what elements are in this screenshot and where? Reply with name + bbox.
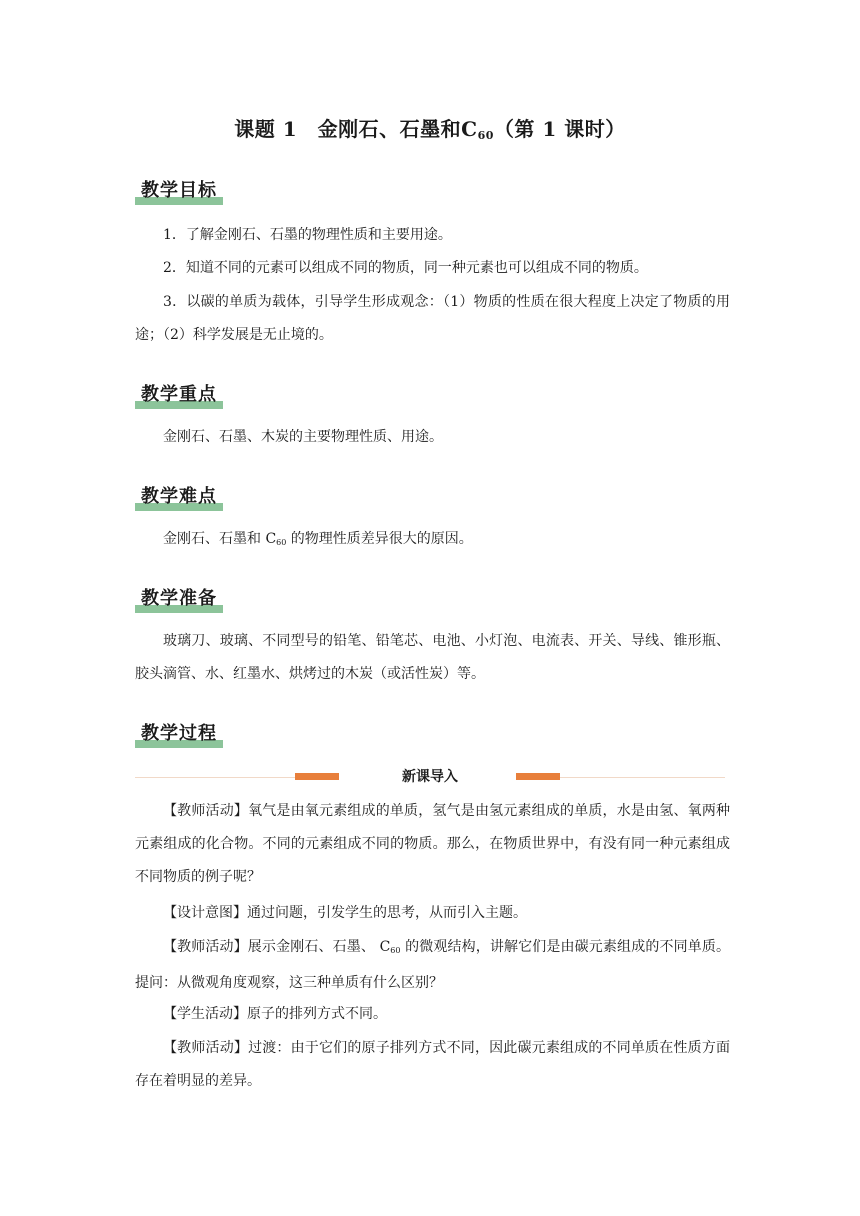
key-points-text: 金刚石、石墨、木炭的主要物理性质、用途。 — [163, 429, 443, 445]
title-subscript: 60 — [477, 129, 494, 142]
process-paragraph-1: 【教师活动】氧气是由氧元素组成的单质，氢气是由氢元素组成的单质，水是由氢、氧两种元素组成的化合物。不同的元素组成不同的物质。那么，在物质世界中，有没有同一种元素组成不同物质的例子呢？ — [135, 803, 730, 885]
goal-item-1: 1．了解金刚石、石墨的物理性质和主要用途。 — [163, 227, 452, 243]
section-divider — [135, 768, 725, 786]
p3-post: 的微观结构，讲解它们是由碳元素组成的不同单质。提问：从微观角度观察，这三种单质有什么区别？ — [135, 939, 730, 991]
section-heading-goals — [135, 176, 223, 202]
difficulties-text — [135, 523, 730, 559]
section-heading-process — [135, 719, 223, 745]
section-heading-difficulties — [135, 482, 223, 508]
difficulties-post: 的物理性质差异很大的原因。 — [286, 531, 473, 547]
goal-item-3: 3．以碳的单质为载体，引导学生形成观念：（1）物质的性质在很大程度上决定了物质的用途；（2）科学发展是无止境的。 — [135, 294, 730, 343]
p3-subscript: 60 — [390, 946, 401, 955]
process-paragraph-5: 【教师活动】过渡：由于它们的原子排列方式不同，因此碳元素组成的不同单质在性质方面存在着明显的差异。 — [135, 1040, 730, 1089]
goal-item-2: 2．知道不同的元素可以组成不同的物质，同一种元素也可以组成不同的物质。 — [163, 260, 648, 276]
section-heading-key-points — [135, 380, 223, 406]
heading-text: 教学过程 — [141, 723, 217, 744]
heading-text: 教学目标 — [141, 180, 217, 201]
page-title — [0, 113, 860, 142]
difficulties-pre: 金刚石、石墨和 C — [163, 531, 277, 547]
section-heading-preparation — [135, 584, 223, 610]
heading-text: 教学重点 — [141, 384, 217, 405]
heading-text: 教学难点 — [141, 486, 217, 507]
preparation-text: 玻璃刀、玻璃、不同型号的铅笔、铅笔芯、电池、小灯泡、电流表、开关、导线、锥形瓶、胶头滴管、水、红墨水、烘烤过的木炭（或活性炭）等。 — [135, 633, 730, 682]
difficulties-subscript: 60 — [276, 538, 287, 547]
p3-pre: 【教师活动】展示金刚石、石墨、 C — [163, 939, 391, 955]
process-paragraph-3 — [135, 931, 730, 1000]
divider-label: 新课导入 — [402, 769, 458, 785]
heading-text: 教学准备 — [141, 588, 217, 609]
process-paragraph-2: 【设计意图】通过问题，引发学生的思考，从而引入主题。 — [163, 905, 527, 921]
title-main: 课题 1 金刚石、石墨和C — [234, 117, 478, 141]
title-tail: （第 1 课时） — [493, 117, 626, 141]
process-paragraph-4: 【学生活动】原子的排列方式不同。 — [163, 1006, 387, 1022]
